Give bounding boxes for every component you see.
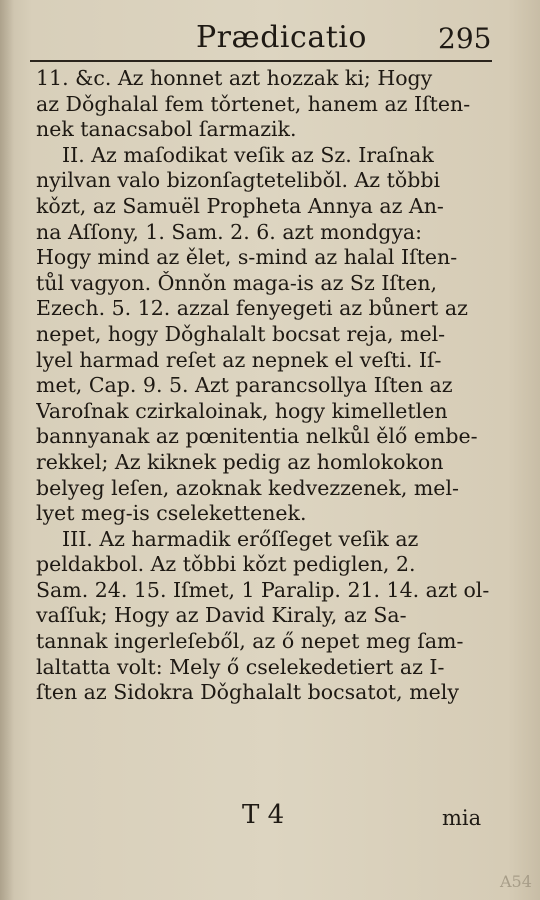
text-line: met, Cap. 9. 5. Azt parancsollya Iſten az xyxy=(36,373,453,398)
header-rule xyxy=(30,60,492,62)
text-line: lyet meg-is cselekettenek. xyxy=(36,501,307,526)
text-line: nyilvan valo bizonſagtetelibǒl. Az tǒbbi xyxy=(36,168,441,193)
text-line: az Dǒghalal fem tǒrtenet, hanem az Iſten- xyxy=(36,91,471,116)
text-line: tannak ingerleſeből, az ő nepet meg ſam- xyxy=(36,629,464,654)
text-line: tůl vagyon. Ǒnnǒn maga-is az Sz Iſten, xyxy=(36,270,438,295)
page-header xyxy=(0,18,540,58)
text-line: vaſſuk; Hogy az David Kiraly, az Sa- xyxy=(36,603,407,628)
running-title: Prædicatio xyxy=(196,20,367,55)
text-line: Sam. 24. 15. Iſmet, 1 Paralip. 21. 14. azt ol- xyxy=(36,577,490,602)
body-text xyxy=(36,66,496,706)
text-line: bannyanak az pœnitentia nelkůl ělő embe- xyxy=(36,424,478,449)
text-line: belyeg leſen, azoknak kedvezzenek, mel- xyxy=(36,475,459,500)
catchword: mia xyxy=(442,806,482,830)
page-number: 295 xyxy=(438,22,492,55)
text-line: Hogy mind az ělet, s-mind az halal Iſten- xyxy=(36,245,458,270)
text-line: kǒzt, az Samuël Propheta Annya az An- xyxy=(36,193,444,218)
text-line: III. Az harmadik erőſſeget veſik az xyxy=(62,526,419,551)
text-line: peldakbol. Az tǒbbi kǒzt pediglen, 2. xyxy=(36,552,416,577)
text-line: ſten az Sidokra Dǒghalalt bocsatot, mely xyxy=(36,680,459,705)
text-line: rekkel; Az kiknek pedig az homlokokon xyxy=(36,449,444,474)
text-line: nek tanacsabol ſarmazik. xyxy=(36,117,297,142)
page-edge-shadow xyxy=(0,0,14,900)
text-line: laltatta volt: Mely ő cselekedetiert az I- xyxy=(36,654,445,679)
text-line: na Aſſony, 1. Sam. 2. 6. azt mondgya: xyxy=(36,219,423,244)
text-line: nepet, hogy Dǒghalalt bocsat reja, mel- xyxy=(36,321,446,346)
text-line: II. Az maſodikat veſik az Sz. Iraſnak xyxy=(62,142,434,167)
text-line: 11. &c. Az honnet azt hozzak ki; Hogy xyxy=(36,66,433,90)
signature-mark: T 4 xyxy=(242,800,285,830)
text-line: Ezech. 5. 12. azzal fenyegeti az bůnert az xyxy=(36,296,468,321)
text-line: Varoſnak czirkaloinak, hogy kimelletlen xyxy=(36,398,448,423)
text-line: lyel harmad reſet az nepnek el veſti. Iſ- xyxy=(36,347,442,372)
library-stamp: A54 xyxy=(500,872,532,891)
page-footer xyxy=(0,800,540,840)
